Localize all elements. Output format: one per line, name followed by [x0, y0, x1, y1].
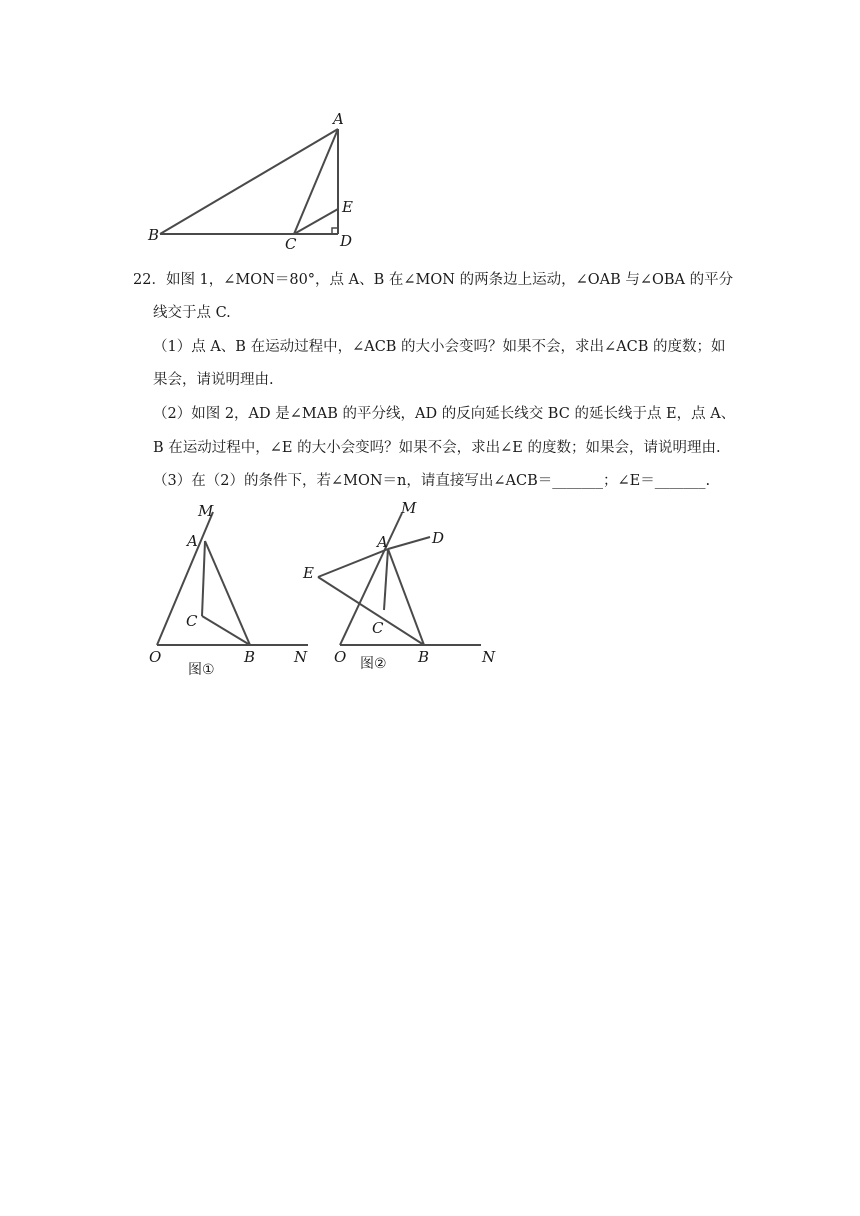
question-1-line-1: （1）点 A、B 在运动过程中，∠ACB 的大小会变吗？如果不会，求出∠ACB 的度数；如 [153, 339, 726, 355]
label-A: A [377, 533, 388, 551]
label-C: C [285, 235, 297, 253]
segment-AB [388, 549, 424, 645]
label-O: O [334, 648, 347, 666]
problem-line-2: 线交于点 C. [153, 305, 231, 321]
label-B: B [418, 648, 430, 666]
segment-AB [160, 129, 338, 234]
label-B: B [244, 648, 256, 666]
question-2-line-1: （2）如图 2，AD 是∠MAB 的平分线，AD 的反向延长线交 BC 的延长线于点 E，点 A、 [153, 406, 736, 422]
label-M: M [401, 499, 417, 517]
segment-AB [205, 541, 250, 645]
segment-AC [202, 541, 205, 616]
segment-AC [384, 549, 388, 610]
problem-statement-1: 如图 1，∠MON＝80°，点 A、B 在∠MON 的两条边上运动，∠OAB 与∠OBA 的平分 [165, 272, 734, 288]
label-M: M [198, 502, 214, 520]
question-1-line-2: 果会，请说明理由. [153, 372, 274, 388]
label-N: N [482, 648, 496, 666]
figure-1 [140, 495, 320, 680]
label-A: A [187, 532, 198, 550]
ray-OM [157, 512, 213, 645]
label-D: D [432, 529, 445, 547]
label-O: O [149, 648, 162, 666]
question-3-line-1: （3）在（2）的条件下，若∠MON＝n，请直接写出∠ACB＝_______；∠E＝_______. [153, 473, 711, 489]
segment-EB [318, 577, 424, 645]
figure-2 [300, 495, 510, 680]
top-figure [140, 105, 370, 255]
label-A: A [333, 110, 344, 128]
label-N: N [294, 648, 308, 666]
ray-AD [388, 537, 430, 549]
label-B: B [148, 226, 160, 244]
question-2-line-2: B 在运动过程中，∠E 的大小会变吗？如果不会，求出∠E 的度数；如果会，请说明理由. [153, 440, 721, 456]
figure-1-caption: 图① [188, 662, 215, 678]
problem-line-1 [133, 270, 733, 290]
segment-AC [294, 129, 338, 234]
label-D: D [340, 232, 353, 250]
figure-2-caption: 图② [360, 656, 387, 672]
label-E: E [303, 564, 314, 582]
label-C: C [186, 612, 198, 630]
label-E: E [342, 198, 353, 216]
problem-number: 22． [133, 272, 166, 288]
label-C: C [372, 619, 384, 637]
